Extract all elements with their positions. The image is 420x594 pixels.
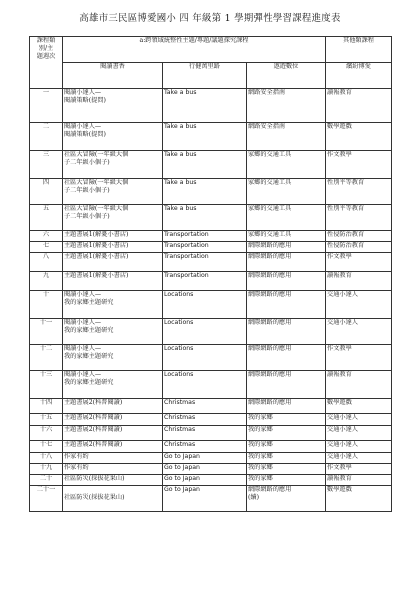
travel-cell: Take a bus — [163, 89, 247, 123]
table-row — [30, 486, 392, 512]
reading-cell: 主題書展1(解憂小書店) — [63, 242, 163, 253]
reading-cell: 主題書展2(科普閱讀) — [63, 414, 163, 426]
digital-cell: 家鄉的交通工具 — [247, 205, 326, 231]
week-cell: 七 — [30, 242, 63, 253]
reading-cell: 閱讀小達人— 我的家鄉主題研究 — [63, 345, 163, 371]
boai-header: 繽紛博愛 — [326, 63, 392, 89]
reading-cell: 主題書展1(解憂小書店) — [63, 253, 163, 272]
week-cell: 十六 — [30, 426, 63, 441]
boai-cell: 交通小達人 — [326, 291, 392, 319]
reading-cell: 閱讀小達人— 我的家鄉主題研究 — [63, 291, 163, 319]
travel-cell: Go to Japan — [163, 453, 247, 464]
week-cell: 二十一 — [30, 486, 63, 512]
week-cell: 九 — [30, 272, 63, 291]
reading-cell: 主題書展1(解憂小書店) — [63, 231, 163, 242]
digital-cell: 我的家鄉 — [247, 426, 326, 441]
digital-cell: 家鄉的交通工具 — [247, 231, 326, 242]
digital-cell: 網際網路的應用 — [247, 291, 326, 319]
digital-cell: 我的家鄉 — [247, 414, 326, 426]
boai-cell: 讀報教育 — [326, 89, 392, 123]
travel-cell: Take a bus — [163, 151, 247, 179]
week-cell: 十 — [30, 291, 63, 319]
reading-cell: 閱讀小達人— 閱讀策略(提問) — [63, 89, 163, 123]
travel-cell: Christmas — [163, 399, 247, 414]
table-row — [30, 426, 392, 441]
week-cell: 二 — [30, 123, 63, 151]
reading-cell: 閱讀小達人— 我的家鄉主題研究 — [63, 371, 163, 399]
digital-cell: 我的家鄉 — [247, 441, 326, 453]
boai-cell: 性別平等教育 — [326, 179, 392, 205]
boai-cell: 作文教學 — [326, 253, 392, 272]
travel-cell: Locations — [163, 371, 247, 399]
week-cell: 十四 — [30, 399, 63, 414]
week-column-header: 課程類 別/主 題週次 — [30, 37, 63, 89]
reading-cell: 閱讀小達人— 我的家鄉主題研究 — [63, 319, 163, 345]
week-cell: 三 — [30, 151, 63, 179]
boai-cell: 性侵防治教育 — [326, 231, 392, 242]
table-row — [30, 441, 392, 453]
table-row — [30, 399, 392, 414]
travel-cell: Christmas — [163, 414, 247, 426]
week-cell: 八 — [30, 253, 63, 272]
reading-cell: 閱讀小達人— 閱讀策略(提問) — [63, 123, 163, 151]
week-cell: 十三 — [30, 371, 63, 399]
boai-cell: 交通小達人 — [326, 319, 392, 345]
travel-cell: Go to Japan — [163, 475, 247, 486]
table-row — [30, 151, 392, 179]
week-cell: 十一 — [30, 319, 63, 345]
reading-cell: 社區大冒險(一年級大個 子二年級小個子) — [63, 151, 163, 179]
table-row — [30, 89, 392, 123]
boai-cell: 作文教學 — [326, 151, 392, 179]
boai-cell: 讀報教育 — [326, 272, 392, 291]
travel-cell: Transportation — [163, 242, 247, 253]
table-row — [30, 475, 392, 486]
boai-cell: 讀報教育 — [326, 475, 392, 486]
reading-header: 閱讀書香 — [63, 63, 163, 89]
reading-cell: 主題書展2(科普閱讀) — [63, 399, 163, 414]
main-group-header: a:跨領域統整性主題/專題/議題探究課程 — [63, 37, 326, 63]
reading-cell: 社區大冒險(一年級大個 子二年級小個子) — [63, 205, 163, 231]
week-cell: 十五 — [30, 414, 63, 426]
page-title: 高雄市三民區博愛國小 四 年級第 1 學期彈性學習課程進度表 — [79, 13, 341, 24]
travel-cell: Locations — [163, 291, 247, 319]
travel-cell: Take a bus — [163, 123, 247, 151]
boai-cell: 數學遊戲 — [326, 486, 392, 512]
travel-cell: Locations — [163, 319, 247, 345]
travel-cell: Locations — [163, 345, 247, 371]
week-cell: 十九 — [30, 464, 63, 475]
week-cell: 六 — [30, 231, 63, 242]
digital-cell: 網際網路的應用 — [247, 345, 326, 371]
travel-cell: Go to Japan — [163, 464, 247, 475]
reading-cell: 主題書展2(科普閱讀) — [63, 426, 163, 441]
boai-cell: 交通小達人 — [326, 414, 392, 426]
table-row — [30, 272, 392, 291]
digital-cell: 網路安全指南 — [247, 123, 326, 151]
boai-cell: 交通小達人 — [326, 426, 392, 441]
digital-cell: 網際網路的應用 — [247, 399, 326, 414]
table-row — [30, 231, 392, 242]
reading-cell: 社區大冒險(一年級大個 子二年級小個子) — [63, 179, 163, 205]
table-row — [30, 253, 392, 272]
reading-cell: 社區防災(採拔花果山) — [63, 475, 163, 486]
boai-cell: 作文教學 — [326, 345, 392, 371]
digital-cell: 家鄉的交通工具 — [247, 151, 326, 179]
week-cell: 二十 — [30, 475, 63, 486]
reading-cell: 主題書展1(解憂小書店) — [63, 272, 163, 291]
table-row — [30, 414, 392, 426]
boai-cell: 讀報教育 — [326, 371, 392, 399]
boai-cell: 數學遊戲 — [326, 399, 392, 414]
table-row — [30, 242, 392, 253]
table-row — [30, 464, 392, 475]
digital-cell: 網際網路的應用 — [247, 319, 326, 345]
digital-cell: 網際網路的應用 — [247, 371, 326, 399]
travel-cell: Transportation — [163, 272, 247, 291]
reading-cell: 作家有約 — [63, 453, 163, 464]
digital-cell: 我的家鄉 — [247, 453, 326, 464]
travel-cell: Take a bus — [163, 205, 247, 231]
table-row — [30, 205, 392, 231]
week-cell: 十七 — [30, 441, 63, 453]
table-row — [30, 291, 392, 319]
travel-cell: Christmas — [163, 441, 247, 453]
digital-cell: 網際網路的應用 — [247, 272, 326, 291]
boai-cell: 交通小達人 — [326, 441, 392, 453]
boai-cell: 數學遊戲 — [326, 123, 392, 151]
digital-cell: 網際網路的應用 (續) — [247, 486, 326, 512]
travel-cell: Take a bus — [163, 179, 247, 205]
other-courses-header: 其他類課程 — [326, 37, 392, 63]
table-row — [30, 319, 392, 345]
week-cell: 一 — [30, 89, 63, 123]
boai-cell: 性侵防治教育 — [326, 242, 392, 253]
week-cell: 十二 — [30, 345, 63, 371]
table-row — [30, 123, 392, 151]
table-row — [30, 453, 392, 464]
boai-cell: 作文教學 — [326, 464, 392, 475]
reading-cell: 主題書展2(科普閱讀) — [63, 441, 163, 453]
week-cell: 五 — [30, 205, 63, 231]
table-row — [30, 371, 392, 399]
travel-cell: Transportation — [163, 231, 247, 242]
digital-cell: 我的家鄉 — [247, 475, 326, 486]
schedule-table — [29, 36, 392, 512]
table-row — [30, 345, 392, 371]
week-cell: 十八 — [30, 453, 63, 464]
digital-cell: 家鄉的交通工具 — [247, 179, 326, 205]
boai-cell: 交通小達人 — [326, 453, 392, 464]
travel-header: 行健萬里路 — [163, 63, 247, 89]
travel-cell: Christmas — [163, 426, 247, 441]
reading-cell: 社區防災(採拔花果山) — [63, 486, 163, 512]
digital-cell: 網路安全指南 — [247, 89, 326, 123]
digital-cell: 網際網路的應用 — [247, 253, 326, 272]
reading-cell: 作家有約 — [63, 464, 163, 475]
boai-cell: 性別平等教育 — [326, 205, 392, 231]
digital-cell: 網際網路的應用 — [247, 242, 326, 253]
table-row — [30, 179, 392, 205]
digital-header: 遨遊數位 — [247, 63, 326, 89]
travel-cell: Transportation — [163, 253, 247, 272]
digital-cell: 我的家鄉 — [247, 464, 326, 475]
week-cell: 四 — [30, 179, 63, 205]
travel-cell: Go to Japan — [163, 486, 247, 512]
